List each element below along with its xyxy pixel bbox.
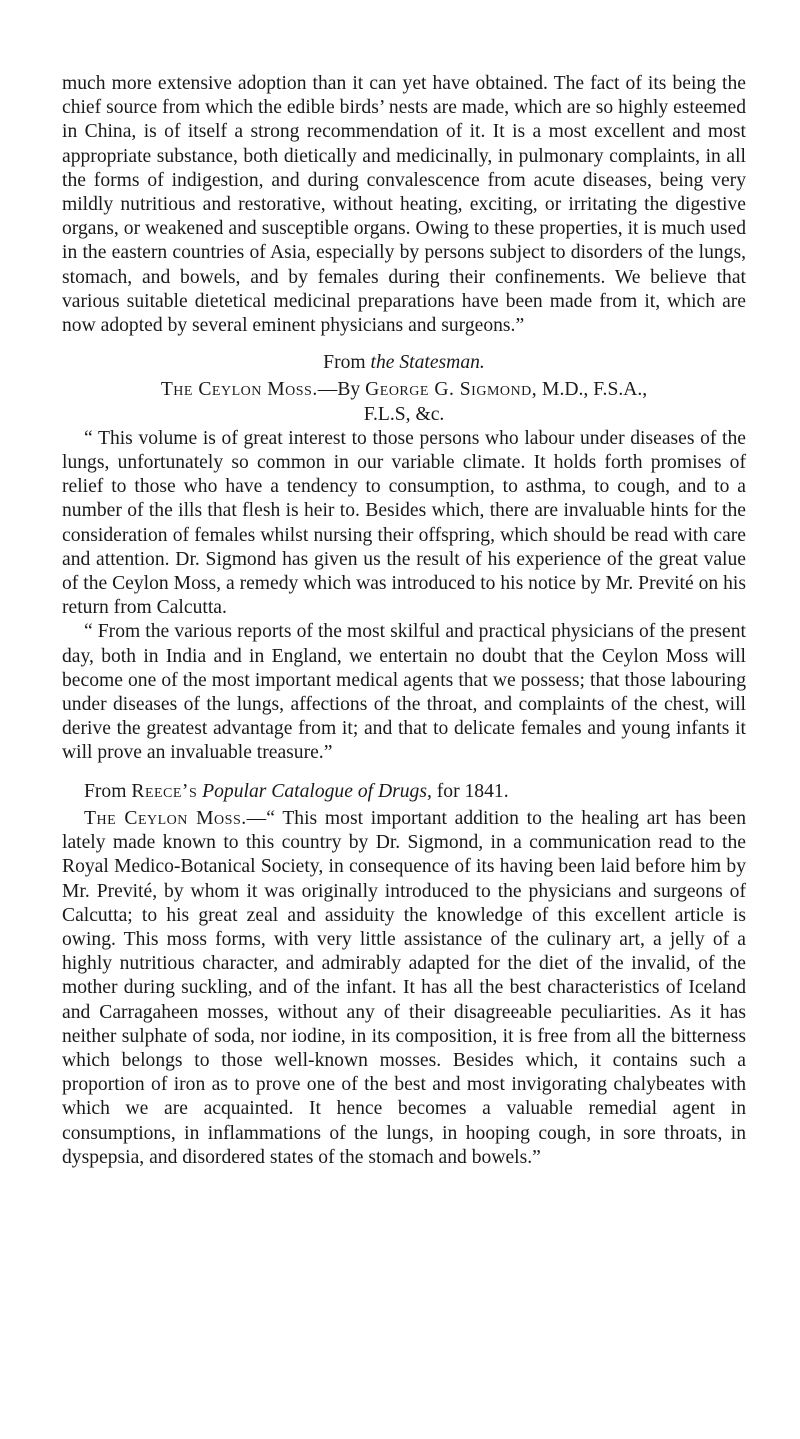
catalogue-heading-title: The Ceylon Moss.	[84, 807, 247, 829]
heading-title: The Ceylon Moss.	[160, 379, 318, 401]
review-paragraph-1: “ This volume is of great interest to those persons who labour under diseases of the lungs, unfortunately so common in our variable climate. It holds forth promises of relief to those who have a tendency to consumption, to asthma, to cough, and to a number of the ills that flesh is heir to. Besides which, there are invaluable hints for the consideration of females whilst nursing their offspring, which should be read with care and attention. Dr. Sigmond has given us the result of his experience of the great value of the Ceylon Moss, a remedy which was introduced to his notice by Mr. Previté on his return from Calcutta.	[62, 427, 746, 619]
source-publication: Popular Catalogue of Drugs,	[202, 780, 432, 802]
heading-byline-prefix: —By	[317, 379, 361, 401]
heading-credentials-continued: F.L.S, &c.	[363, 403, 445, 425]
heading-author: George G. Sigmond,	[365, 379, 538, 401]
catalogue-paragraph	[62, 807, 746, 1170]
article-heading-ceylon-moss	[62, 378, 746, 426]
source-line-reece	[62, 780, 746, 804]
source-year: for 1841.	[436, 780, 509, 802]
source-line-statesman	[62, 351, 746, 375]
review-paragraph-2: “ From the various reports of the most skilful and practical physicians of the present day, both in India and in England, we entertain no doubt that the Ceylon Moss will become one of the most important medical agents that we possess; that those labouring under diseases of the lungs, affections of the throat, and complaints of the chest, will derive the greatest advantage from it; and that to delicate females and young infants it will prove an invaluable treasure.”	[62, 621, 746, 764]
source-name: Reece’s	[131, 780, 198, 802]
source-publication: the Statesman.	[370, 352, 485, 374]
source-prefix: From	[84, 780, 127, 802]
heading-credentials: M.D., F.S.A.,	[542, 379, 648, 401]
source-prefix: From	[323, 352, 366, 374]
catalogue-paragraph-text: —“ This most important addition to the healing art has been lately made known to this country by Dr. Sigmond, in a communication read to the Royal Medico-Botanical Society, in consequence of its having been laid before him by Mr. Previté, by whom it was originally introduced to the physicians and surgeons of Calcutta; to his great zeal and assiduity the knowledge of this excellent article is owing. This moss forms, with very little assistance of the culinary art, a jelly of a highly nutritious character, and admirably adapted for the diet of the invalid, of the mother during suckling, and of the infant. It has all the best characteristics of Iceland and Carragaheen mosses, without any of their disagreeable peculiarities. As it has neither sulphate of soda, nor iodine, in its composition, it is free from all the bitterness which belongs to those well-known mosses. Besides which, it contains such a proportion of iron as to prove one of the best and most invigorating chalybeates with which we are acquainted. It hence becomes a valuable remedial agent in consumptions, in inflammations of the lungs, in hooping cough, in sore throats, in dyspepsia, and disordered states of the stomach and bowels.”	[62, 807, 746, 1168]
body-paragraph-continuation: much more extensive adoption than it can yet have obtained. The fact of its being the chief source from which the edible birds’ nests are made, which are so highly esteemed in China, is of itself a strong recommendation of it. It is a most excellent and most appropriate substance, both dietically and medicinally, in pulmonary complaints, in all the forms of indigestion, and during convalescence from acute diseases, being very mildly nutritious and restorative, without heating, exciting, or irritating the digestive organs, or weakened and susceptible organs. Owing to these properties, it is much used in the eastern countries of Asia, especially by persons subject to disorders of the lungs, stomach, and bowels, and by females during their confinements. We believe that various suitable dietetical medicinal preparations have been made from it, which are now adopted by several eminent physicians and surgeons.”	[62, 73, 746, 337]
